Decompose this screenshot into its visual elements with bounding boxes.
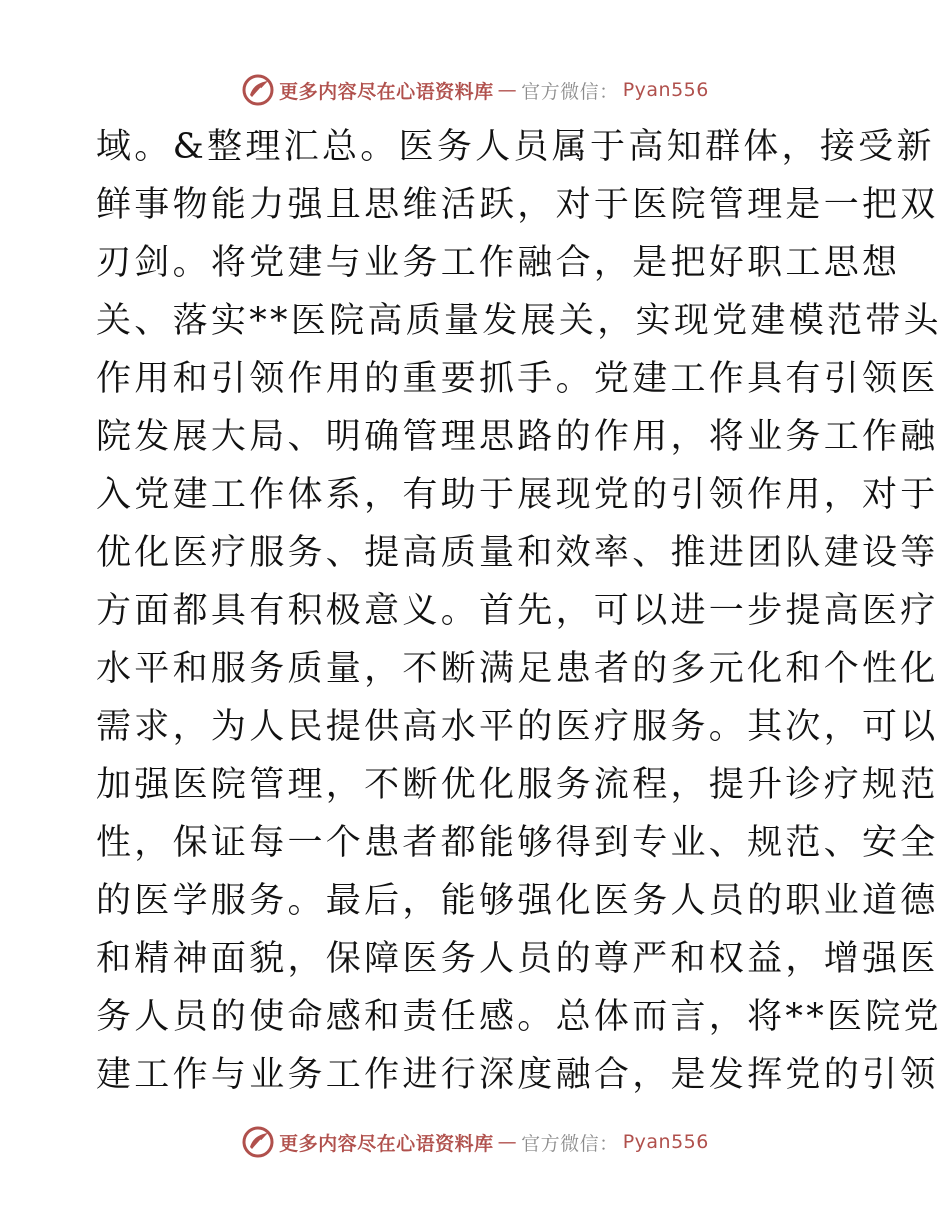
watermark-wechat-label: 官方微信： xyxy=(521,80,619,103)
body-line: 刃剑。将党建与业务工作融合，是把好职工思想 xyxy=(96,243,901,283)
body-line: 方面都具有积极意义。首先，可以进一步提高医疗 xyxy=(96,591,939,631)
watermark-group xyxy=(241,1125,709,1159)
watermark-wechat-label: 官方微信： xyxy=(521,1132,619,1155)
watermark-main-text: 更多内容尽在心语资料库 xyxy=(279,1132,494,1155)
body-line: 务人员的使命感和责任感。总体而言，将**医院党 xyxy=(96,997,942,1037)
watermark-dash: — xyxy=(497,1131,518,1153)
document-body xyxy=(96,118,942,1104)
body-line: 关、落实**医院高质量发展关，实现党建模范带头 xyxy=(96,301,942,341)
body-line: 加强医院管理，不断优化服务流程，提升诊疗规范 xyxy=(96,765,939,805)
body-line: 院发展大局、明确管理思路的作用，将业务工作融 xyxy=(96,417,939,457)
library-logo-icon xyxy=(241,1125,275,1159)
body-line: 鲜事物能力强且思维活跃，对于医院管理是一把双 xyxy=(96,185,939,225)
body-line: 入党建工作体系，有助于展现党的引领作用，对于 xyxy=(96,475,939,515)
body-line: 性，保证每一个患者都能够得到专业、规范、安全 xyxy=(96,823,939,863)
watermark-dash: — xyxy=(497,79,518,101)
footer-watermark xyxy=(0,1122,950,1162)
watermark-group xyxy=(241,73,709,107)
watermark-main-text: 更多内容尽在心语资料库 xyxy=(279,80,494,103)
body-line: 水平和服务质量，不断满足患者的多元化和个性化 xyxy=(96,649,939,689)
body-line: 作用和引领作用的重要抓手。党建工作具有引领医 xyxy=(96,359,939,399)
body-line: 和精神面貌，保障医务人员的尊严和权益，增强医 xyxy=(96,939,939,979)
library-logo-icon xyxy=(241,73,275,107)
body-line: 的医学服务。最后，能够强化医务人员的职业道德 xyxy=(96,881,939,921)
watermark-wechat-id: Pyan556 xyxy=(622,79,709,101)
body-line: 建工作与业务工作进行深度融合，是发挥党的引领 xyxy=(96,1055,939,1095)
header-watermark xyxy=(0,70,950,110)
body-line: 优化医疗服务、提高质量和效率、推进团队建设等 xyxy=(96,533,939,573)
body-line: 域。&整理汇总。医务人员属于高知群体，接受新 xyxy=(96,127,935,167)
watermark-wechat-id: Pyan556 xyxy=(622,1131,709,1153)
body-line: 需求，为人民提供高水平的医疗服务。其次，可以 xyxy=(96,707,939,747)
